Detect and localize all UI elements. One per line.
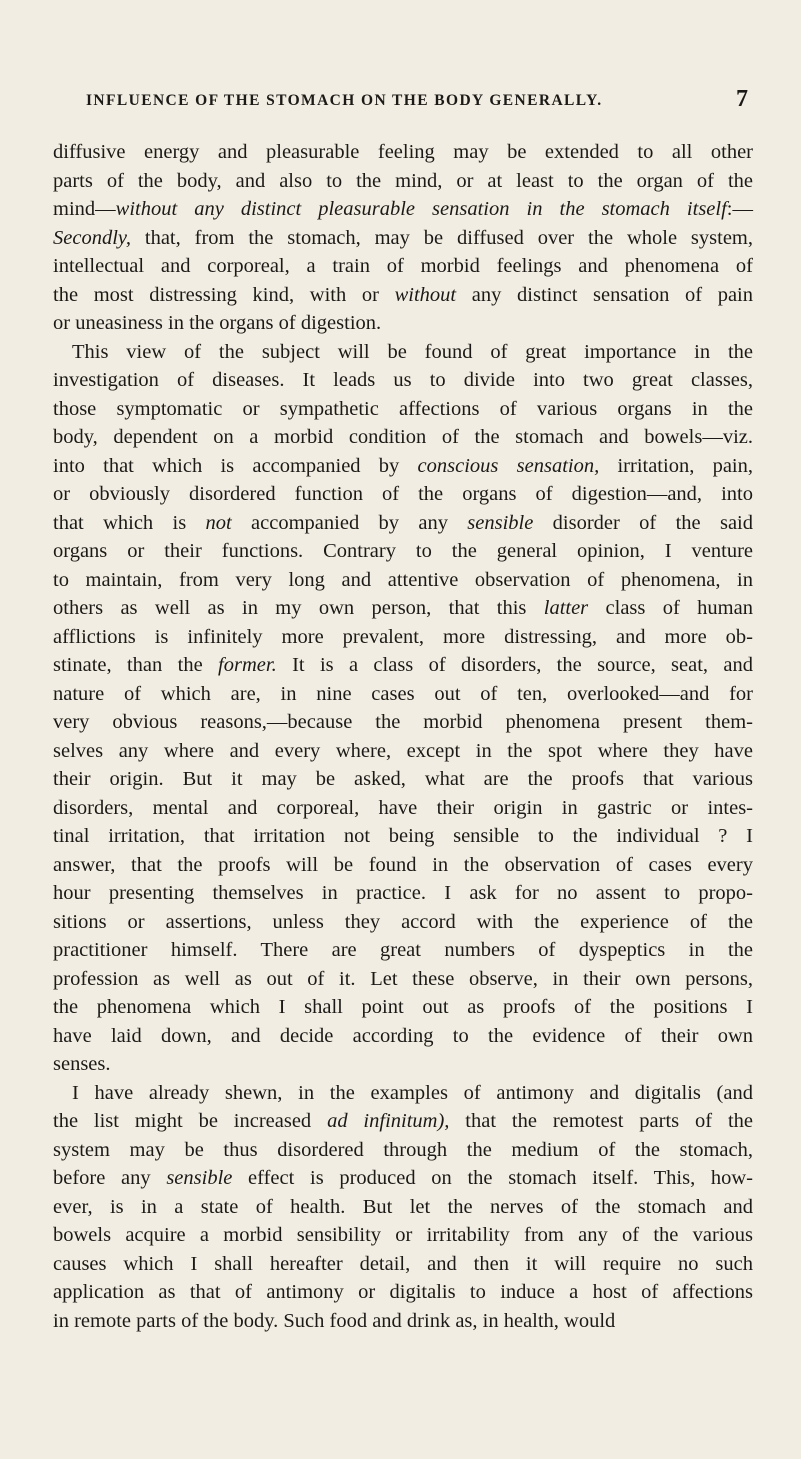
italic-text: former.	[218, 654, 277, 676]
text-segment: disorder of the said	[533, 511, 753, 534]
text-segment: in remote parts of the body. Such food and drink as, in health, would	[53, 1309, 616, 1332]
text-line	[53, 1278, 753, 1307]
text-segment: organs or their functions. Contrary to the general opinion, I venture	[53, 540, 753, 562]
text-segment: senses.	[53, 1053, 111, 1075]
text-segment: irritation, pain,	[599, 454, 753, 477]
text-line	[53, 965, 753, 994]
text-line	[53, 195, 753, 224]
text-segment: application as that of antimony or digitalis to induce a host of affections	[53, 1281, 753, 1303]
text-line	[53, 623, 753, 652]
text-segment: to maintain, from very long and attentive observation of phenomena, in	[53, 568, 753, 591]
text-line	[53, 1221, 753, 1250]
body-text	[53, 138, 753, 1335]
text-segment: sitions or assertions, unless they accord with the experience of the	[53, 910, 753, 933]
text-segment: causes which I shall hereafter detail, and then it will require no such	[53, 1252, 753, 1275]
text-segment: their origin. But it may be asked, what are the proofs that various	[53, 768, 753, 790]
text-line	[53, 138, 753, 167]
text-line	[53, 765, 753, 794]
text-line	[53, 993, 753, 1022]
text-line	[53, 879, 753, 908]
text-line	[53, 908, 753, 937]
text-line	[53, 794, 753, 823]
text-line	[53, 737, 753, 766]
text-line	[53, 423, 753, 452]
text-line	[53, 252, 753, 281]
page-header	[0, 88, 801, 118]
text-segment: class of human	[588, 597, 753, 619]
text-line	[53, 309, 753, 338]
text-segment: intellectual and corporeal, a train of morbid feelings and phenomena of	[53, 255, 753, 277]
text-segment: answer, that the proofs will be found in the observation of cases every	[53, 853, 753, 876]
text-line	[53, 1307, 753, 1336]
text-segment: into that which is accompanied by	[53, 454, 418, 477]
text-segment: tinal irritation, that irritation not being sensible to the individual ? I	[53, 825, 753, 847]
text-line	[53, 566, 753, 595]
italic-text: sensible	[166, 1167, 233, 1189]
text-line	[53, 338, 753, 367]
text-segment: diffusive energy and pleasurable feeling may be extended to all other	[53, 141, 753, 163]
italic-text: without	[394, 283, 457, 306]
text-line	[53, 480, 753, 509]
text-segment: parts of the body, and also to the mind, or at least to the organ of the	[53, 169, 753, 192]
text-segment: It is a class of disorders, the source, seat, and	[276, 654, 754, 676]
text-line	[53, 651, 753, 680]
text-segment: hour presenting themselves in practice. I ask for no assent to propo-	[53, 882, 753, 904]
text-segment: the list might be increased	[53, 1110, 328, 1132]
text-line	[53, 708, 753, 737]
text-line	[53, 851, 753, 880]
text-segment: afflictions is infinitely more prevalent, more distressing, and more ob-	[53, 625, 753, 648]
text-segment: that the remotest parts of the	[449, 1110, 753, 1132]
text-line	[53, 537, 753, 566]
text-segment: those symptomatic or sympathetic affections of various organs in the	[53, 397, 753, 420]
text-segment: :—	[726, 198, 753, 220]
italic-text: without any distinct pleasurable sensation in the stomach itself	[115, 198, 727, 220]
text-line	[53, 224, 753, 253]
text-line	[53, 1022, 753, 1051]
text-line	[53, 281, 753, 310]
text-line	[53, 1164, 753, 1193]
text-line	[53, 1050, 753, 1079]
text-segment: ever, is in a state of health. But let the nerves of the stomach and	[53, 1195, 753, 1218]
text-segment: mind—	[53, 198, 116, 220]
text-segment: investigation of diseases. It leads us to divide into two great classes,	[53, 369, 753, 391]
text-line	[53, 167, 753, 196]
running-head: INFLUENCE OF THE STOMACH ON THE BODY GENERALLY.	[86, 92, 603, 109]
text-line	[53, 936, 753, 965]
text-segment: or obviously disordered function of the organs of digestion—and, into	[53, 483, 753, 505]
text-segment: nature of which are, in nine cases out of ten, overlooked—and for	[53, 682, 753, 705]
text-segment: practitioner himself. There are great numbers of dyspeptics in the	[53, 939, 753, 961]
text-segment: effect is produced on the stomach itself. This, how-	[232, 1167, 754, 1189]
text-segment: profession as well as out of it. Let these observe, in their own persons,	[53, 967, 753, 990]
text-segment: or uneasiness in the organs of digestion.	[53, 312, 382, 334]
text-line	[53, 366, 753, 395]
text-line	[53, 680, 753, 709]
italic-text: latter	[543, 597, 589, 619]
text-segment: that which is	[53, 511, 206, 534]
text-segment: before any	[53, 1167, 167, 1189]
text-line	[53, 1136, 753, 1165]
text-segment: disorders, mental and corporeal, have their origin in gastric or intes-	[53, 796, 753, 819]
text-segment: very obvious reasons,—because the morbid phenomena present them-	[53, 711, 753, 733]
italic-text: ad infinitum),	[327, 1110, 450, 1132]
text-segment: stinate, than the	[53, 654, 219, 676]
text-line	[53, 822, 753, 851]
text-segment: the most distressing kind, with or	[53, 283, 395, 306]
text-segment: bowels acquire a morbid sensibility or irritability from any of the various	[53, 1224, 753, 1246]
italic-text: sensible	[467, 511, 534, 534]
text-segment: accompanied by any	[231, 511, 468, 534]
text-segment: I have already shewn, in the examples of antimony and digitalis (and	[72, 1081, 753, 1104]
text-segment: This view of the subject will be found of great importance in the	[72, 340, 753, 363]
text-segment: have laid down, and decide according to the evidence of their own	[53, 1024, 753, 1047]
text-line	[53, 1250, 753, 1279]
text-segment: selves any where and every where, except in the spot where they have	[53, 739, 753, 762]
text-segment: that, from the stomach, may be diffused over the whole system,	[131, 226, 753, 249]
text-segment: the phenomena which I shall point out as proofs of the positions I	[53, 996, 753, 1018]
text-segment: others as well as in my own person, that this	[53, 597, 544, 619]
text-segment: system may be thus disordered through the medium of the stomach,	[53, 1138, 753, 1161]
page-number: 7	[736, 86, 748, 112]
text-line	[53, 395, 753, 424]
text-line	[53, 452, 753, 481]
text-line	[53, 1079, 753, 1108]
text-line	[53, 509, 753, 538]
text-segment: any distinct sensation of pain	[456, 283, 754, 306]
italic-text: conscious sensation,	[417, 454, 600, 477]
text-line	[53, 1193, 753, 1222]
text-line	[53, 1107, 753, 1136]
text-line	[53, 594, 753, 623]
italic-text: not	[205, 511, 232, 534]
text-segment: body, dependent on a morbid condition of the stomach and bowels—viz.	[53, 426, 753, 448]
italic-text: Secondly,	[53, 226, 131, 249]
